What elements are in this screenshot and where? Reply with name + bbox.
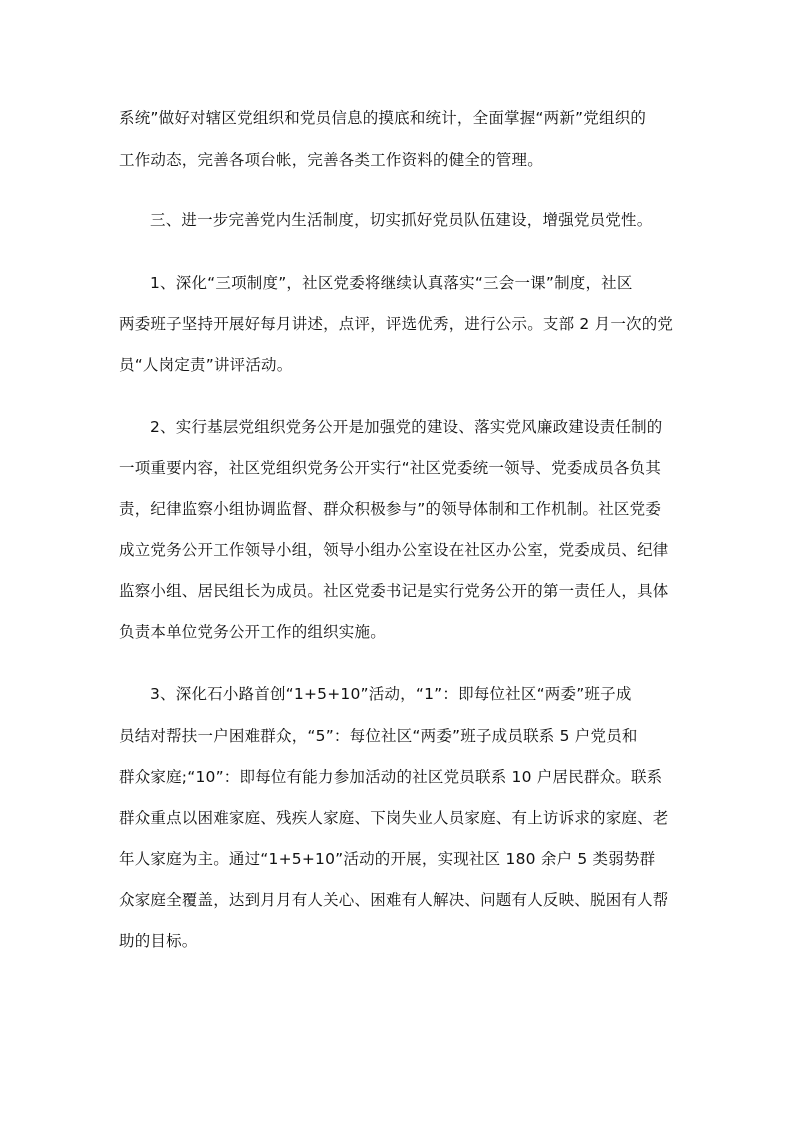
text-line: 成立党务公开工作领导小组，领导小组办公室设在社区办公室，党委成员、纪律: [119, 541, 669, 559]
section-heading: 三、进一步完善党内生活制度，切实抓好党员队伍建设，增强党员党性。: [150, 211, 653, 229]
text-line: 1、深化“三项制度”，社区党委将继续认真落实“三会一课”制度，社区: [150, 274, 633, 292]
text-line: 负责本单位党务公开工作的组织实施。: [119, 623, 386, 641]
text-line: 责，纪律监察小组协调监督、群众积极参与”的领导体制和工作机制。社区党委: [119, 500, 662, 518]
text-line: 系统”做好对辖区党组织和党员信息的摸底和统计，全面掌握“两新”党组织的: [119, 109, 647, 127]
text-line: 3、深化石小路首创“1+5+10”活动，“1”：即每位社区“两委”班子成: [150, 685, 632, 703]
text-line: 员“人岗定责”讲评活动。: [119, 356, 293, 374]
text-line: 众家庭全覆盖，达到月月有人关心、困难有人解决、问题有人反映、脱困有人帮: [119, 891, 669, 909]
text-line: 员结对帮扶一户困难群众，“5”：每位社区“两委”班子成员联系 5 户党员和: [119, 727, 638, 745]
text-line: 群众家庭;“10”：即每位有能力参加活动的社区党员联系 10 户居民群众。联系: [119, 768, 663, 786]
text-line: 监察小组、居民组长为成员。社区党委书记是实行党务公开的第一责任人，具体: [119, 582, 669, 600]
text-line: 助的目标。: [119, 932, 198, 950]
text-line: 2、实行基层党组织党务公开是加强党的建设、落实党风廉政建设责任制的: [150, 418, 663, 436]
text-line: 一项重要内容，社区党组织党务公开实行“社区党委统一领导、党委成员各负其: [119, 459, 662, 477]
text-line: 两委班子坚持开展好每月讲述，点评，评选优秀，进行公示。支部 2 月一次的党: [119, 315, 674, 333]
text-line: 工作动态，完善各项台帐，完善各类工作资料的健全的管理。: [119, 151, 543, 169]
text-line: 年人家庭为主。通过“1+5+10”活动的开展，实现社区 180 余户 5 类弱势群: [119, 850, 656, 868]
text-line: 群众重点以困难家庭、残疾人家庭、下岗失业人员家庭、有上访诉求的家庭、老: [119, 809, 669, 827]
